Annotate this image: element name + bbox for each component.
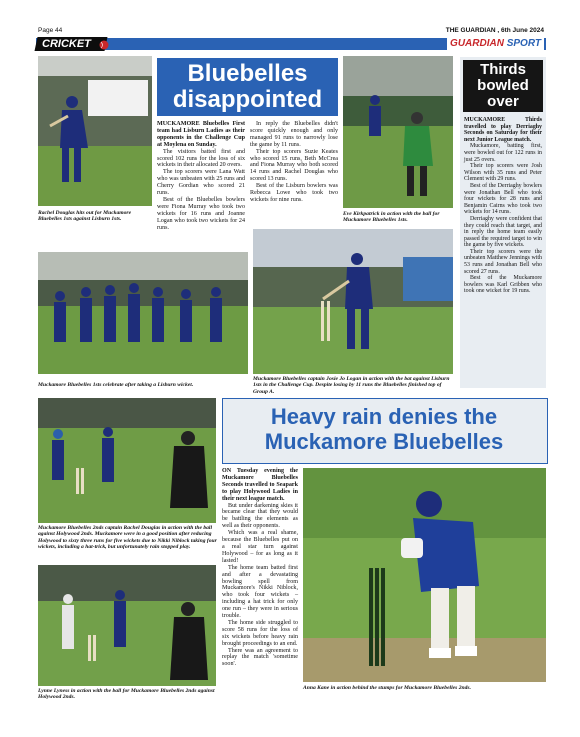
story3-para: But under darkening skies it became clear that they would be battling the elements as well as their opponents. — [222, 502, 298, 530]
page-number: Page 44 — [38, 27, 63, 34]
story1-headline-line1: Bluebelles — [187, 60, 308, 87]
story2-headline-line2: bowled — [477, 77, 529, 94]
photo-bowler-lynne — [38, 565, 216, 686]
story2-para: Their top scorers were Josh Wilson with 35 runs and Peter Clement with 29 runs. — [464, 163, 542, 183]
story2-para: Muckamore, batting first, were bowled out for 122 runs in just 25 overs. — [464, 143, 542, 163]
caption-eve-bowling: Eve Kirkpatrick in action with the ball for Muckamore Bluebelles 1sts. — [343, 211, 440, 224]
caption-logan-batting: Muckamore Bluebelles captain Josie Jo Logan in action with the bat against Lisburn 1sts in the Challenge Cup. Despite losing by 11 runs the Bluebelles finished top of Group A. — [253, 376, 450, 395]
cricket-ball-icon — [99, 38, 109, 50]
story3-para: Which was a real shame, because the Bluebelles put on a real star turn against Holywood – for as long as it lasted! — [222, 530, 298, 564]
story1-para: The top scorers were Lana Watt who was unbeaten with 25 runs and Cherry Gordian who scored 21 runs. — [157, 169, 245, 197]
photo-keeper-anna — [303, 468, 546, 682]
caption-rachel-batting: Rachel Douglas hits out for Muckamore Bluebelles 1sts against Lisburn 1sts. — [38, 210, 132, 223]
story1-headline-line2: disappointed — [172, 86, 323, 113]
story3-para: The home side struggled to score 58 runs for the loss of six wickets before heavy rain brought proceedings to an end. — [222, 619, 298, 647]
story1-col1 — [157, 121, 245, 231]
story3-para: There was an agreement to replay the match 'sometime soon'. — [222, 647, 298, 668]
story3-lead: ON Tuesday evening the Muckamore Bluebelles Seconds travelled to Seapark to play Holywood Ladies in their next league match. — [222, 468, 298, 502]
photo-bowler-rachel-2nds — [38, 398, 216, 523]
story1-col2 — [250, 121, 338, 204]
story2-para: Derriaghy were confident that they could reach that target, and in reply the home team easily passed the required target to win the game by five wickets. — [464, 215, 542, 249]
photo-bowler-eve — [343, 56, 453, 208]
story3-headline-line2: Muckamore Bluebelles — [264, 429, 504, 454]
story3-para: The home team batted first and after a devastating bowling spell from Muckamore's Nikki Niblock, who took four wickets – including a hat trick for only one run – they were in serious trouble. — [222, 564, 298, 620]
caption-lynne-bowling: Lynne Lyness in action with the ball for Muckamore Bluebelles 2nds against Holywood 2nds. — [38, 688, 215, 701]
paper-date: THE GUARDIAN , 6th June 2024 — [445, 27, 544, 34]
caption-rachel-2nds: Muckamore Bluebelles 2nds captain Rachel Douglas in action with the ball against Holywood 2nds. Muckamore were in a good position after reducing Holywood to sixty three runs for five wickets due to Nikki Niblock taking four wickets, including a hat-trick, but unfortunately rain stopped play. — [38, 525, 217, 551]
photo-team-celebrate — [38, 252, 248, 374]
photo-batter-rachel — [38, 56, 152, 206]
story1-para: In reply the Bluebelles didn't score quickly enough and only managed 91 runs to narrowly lose the game by 11 runs. — [250, 121, 338, 148]
brand-sport: SPORT — [506, 38, 541, 49]
story1-para: Best of the Lisburn bowlers was Rebecca Lowe who took two wickets for nine runs. — [250, 183, 338, 203]
story2-headline-line1: Thirds — [480, 61, 526, 78]
story2-lead: MUCKAMORE Thirds travelled to play Derriaghy Seconds on Saturday for their next Junior League match. — [464, 117, 542, 143]
photo-batter-logan — [253, 229, 453, 374]
story1-para: Their top scorers Suzie Keates who scored 15 runs, Beth McCrea and Fiona Murray who both scored 14 runs and Rachel Douglas who scored 13 runs. — [250, 148, 338, 183]
story3-body — [222, 468, 298, 668]
caption-anna-keeping: Anna Kane in action behind the stumps for Muckamore Bluebelles 2nds. — [303, 685, 471, 691]
story2-para: Best of the Muckamore bowlers was Karl Gribben who took one wicket for 19 runs. — [464, 275, 542, 295]
section-label: CRICKET — [42, 38, 91, 50]
story3-headline-line1: Heavy rain denies the — [270, 404, 498, 429]
story2-body — [464, 117, 542, 295]
story2-para: Best of the Derriaghy bowlers were Jonathan Bell who took four wickets for 28 runs and Benjamin Cairns who took two wickets for 14 runs. — [464, 182, 542, 216]
story1-lead: MUCKAMORE Bluebelles First team had Lisburn Ladies as their opponents in the Challenge Cup at Moylena on Sunday. — [157, 121, 245, 148]
story2-para: Their top scorers were the unbeaten Matthew Jennings with 53 runs and Jonathan Bell who scored 27 runs. — [464, 248, 542, 275]
story1-para: The visitors batted first and scored 102 runs for the loss of six wickets in their allocated 20 overs. — [157, 148, 245, 169]
sport-brand — [447, 38, 544, 50]
brand-guardian: GUARDIAN — [450, 38, 504, 49]
story1-para: Best of the Bluebelles bowlers were Fiona Murray who took two wickets for 16 runs and Joanne Logan who took two wickets for 24 runs. — [157, 196, 245, 231]
story2-headline-line3: over — [487, 93, 519, 110]
caption-team-celebrate: Muckamore Bluebelles 1sts celebrate after taking a Lisburn wicket. — [38, 382, 194, 388]
